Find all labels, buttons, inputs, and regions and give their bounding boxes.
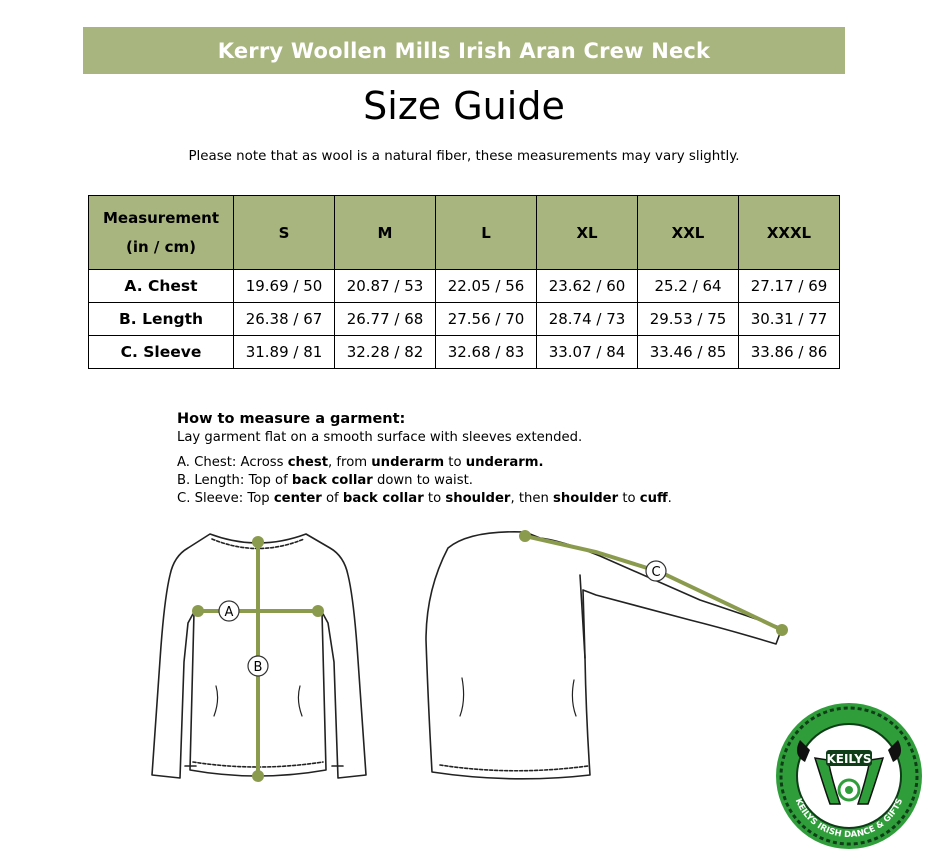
instruction-length: B. Length: Top of back collar down to waist.: [177, 473, 473, 488]
table-cell: 29.53 / 75: [638, 303, 739, 336]
measurement-header: [89, 196, 234, 270]
sweater-back-illustration: [426, 532, 782, 779]
table-cell: 28.74 / 73: [537, 303, 638, 336]
banner-title: Kerry Woollen Mills Irish Aran Crew Neck: [217, 38, 711, 63]
marker-b-label: B: [253, 660, 263, 675]
table-row: [89, 336, 840, 369]
table-header-row: [89, 196, 840, 270]
instruction-chest: A. Chest: Across chest, from underarm to underarm.: [177, 455, 544, 470]
size-header: XL: [537, 196, 638, 270]
table-cell: 33.86 / 86: [739, 336, 840, 369]
table-cell: 26.77 / 68: [335, 303, 436, 336]
size-header: S: [234, 196, 335, 270]
size-header: L: [436, 196, 537, 270]
table-cell: 20.87 / 53: [335, 270, 436, 303]
table-cell: 32.68 / 83: [436, 336, 537, 369]
row-label: C. Sleeve: [89, 336, 234, 369]
page-title: Size Guide: [363, 84, 565, 128]
logo-top-text: KEILYS: [826, 752, 872, 766]
measure-instructions: [177, 410, 672, 508]
row-label: B. Length: [89, 303, 234, 336]
table-cell: 30.31 / 77: [739, 303, 840, 336]
table-cell: 19.69 / 50: [234, 270, 335, 303]
size-table: [88, 195, 840, 369]
marker-c-label: C: [651, 565, 661, 580]
measurement-markers: [219, 561, 666, 676]
instruction-sleeve: C. Sleeve: Top center of back collar to shoulder, then shoulder to cuff.: [177, 491, 672, 506]
table-cell: 27.17 / 69: [739, 270, 840, 303]
measurement-lines: [192, 530, 788, 782]
table-cell: 23.62 / 60: [537, 270, 638, 303]
disclaimer-note: Please note that as wool is a natural fiber, these measurements may vary slightly.: [188, 149, 740, 164]
table-cell: 26.38 / 67: [234, 303, 335, 336]
table-cell: 33.46 / 85: [638, 336, 739, 369]
size-header: XXXL: [739, 196, 840, 270]
table-row: [89, 270, 840, 303]
table-cell: 33.07 / 84: [537, 336, 638, 369]
row-label: A. Chest: [89, 270, 234, 303]
size-header: M: [335, 196, 436, 270]
table-cell: 32.28 / 82: [335, 336, 436, 369]
instructions-title: How to measure a garment:: [177, 411, 406, 427]
size-header: XXL: [638, 196, 739, 270]
logo-ring-text: KEILYS IRISH DANCE & GIFTS: [792, 797, 906, 841]
marker-a-label: A: [224, 605, 234, 620]
table-cell: 25.2 / 64: [638, 270, 739, 303]
table-row: [89, 303, 840, 336]
table-cell: 22.05 / 56: [436, 270, 537, 303]
keilys-logo: [770, 700, 928, 852]
measurement-header-line2: (in / cm): [126, 237, 196, 256]
table-cell: 31.89 / 81: [234, 336, 335, 369]
instructions-subtitle: Lay garment flat on a smooth surface with sleeves extended.: [177, 430, 583, 445]
table-cell: 27.56 / 70: [436, 303, 537, 336]
title-banner: [83, 27, 845, 74]
measurement-header-line1: Measurement: [102, 208, 220, 227]
